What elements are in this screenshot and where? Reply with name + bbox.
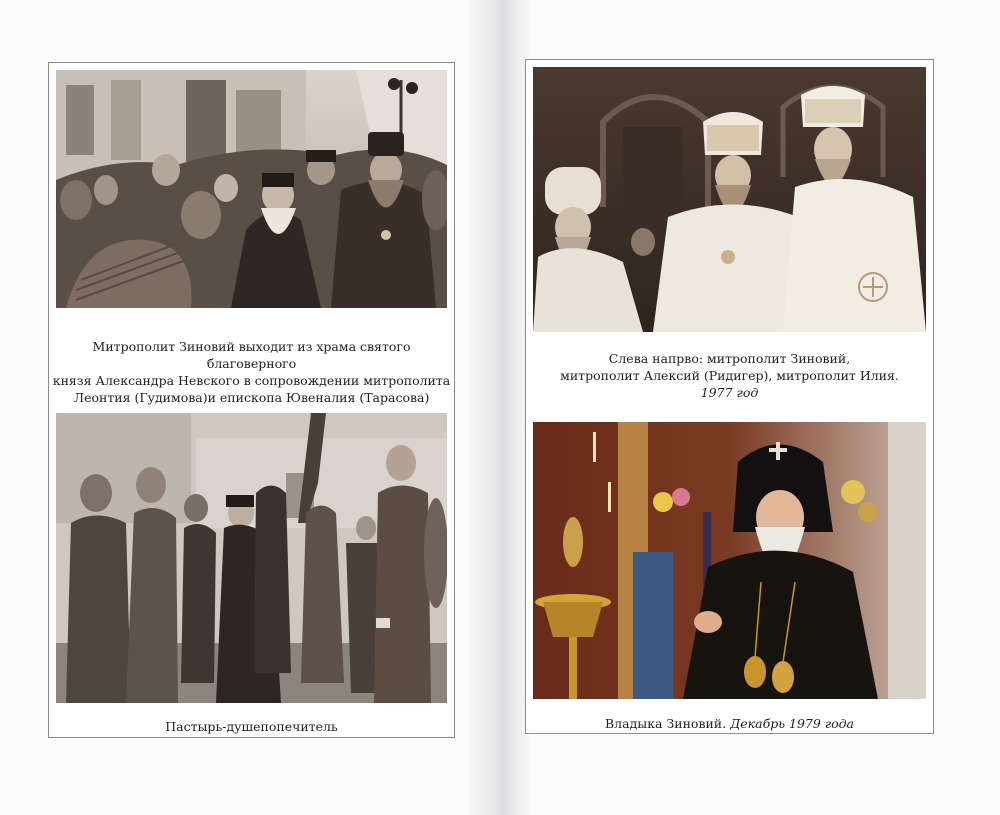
left-caption-2 <box>49 718 454 735</box>
right-caption-2 <box>526 715 933 732</box>
right-page-frame <box>525 59 934 734</box>
photo-three-metropolitans <box>533 67 926 332</box>
left-caption-1 <box>49 338 454 406</box>
left-page-frame <box>48 62 455 738</box>
right-caption-1 <box>526 350 933 401</box>
right-caption-1-year: 1977 год <box>700 385 759 400</box>
left-caption-1-line-2: князя Александра Невского в сопровождении митрополита <box>52 373 451 388</box>
photo-pastor-with-crowd <box>56 413 447 703</box>
left-caption-2-text: Пастырь-душепопечитель <box>165 719 338 734</box>
photo-metropolitan-leaving-church <box>56 70 447 308</box>
right-caption-1-line-1: Слева напрво: митрополит Зиновий, <box>608 351 851 366</box>
left-caption-1-line-3: Леонтия (Гудимова)и епископа Ювеналия (Тарасова) <box>73 390 430 405</box>
right-caption-2-date: Декабрь 1979 года <box>730 716 854 731</box>
left-caption-1-line-1: Митрополит Зиновий выходит из храма святого благоверного <box>92 339 411 371</box>
right-caption-1-line-2: митрополит Алексий (Ридигер), митрополит Илия. <box>560 368 899 383</box>
photo-vladyka-zinovy <box>533 422 926 699</box>
book-gutter <box>470 0 530 815</box>
right-caption-2-main: Владыка Зиновий. <box>605 716 727 731</box>
